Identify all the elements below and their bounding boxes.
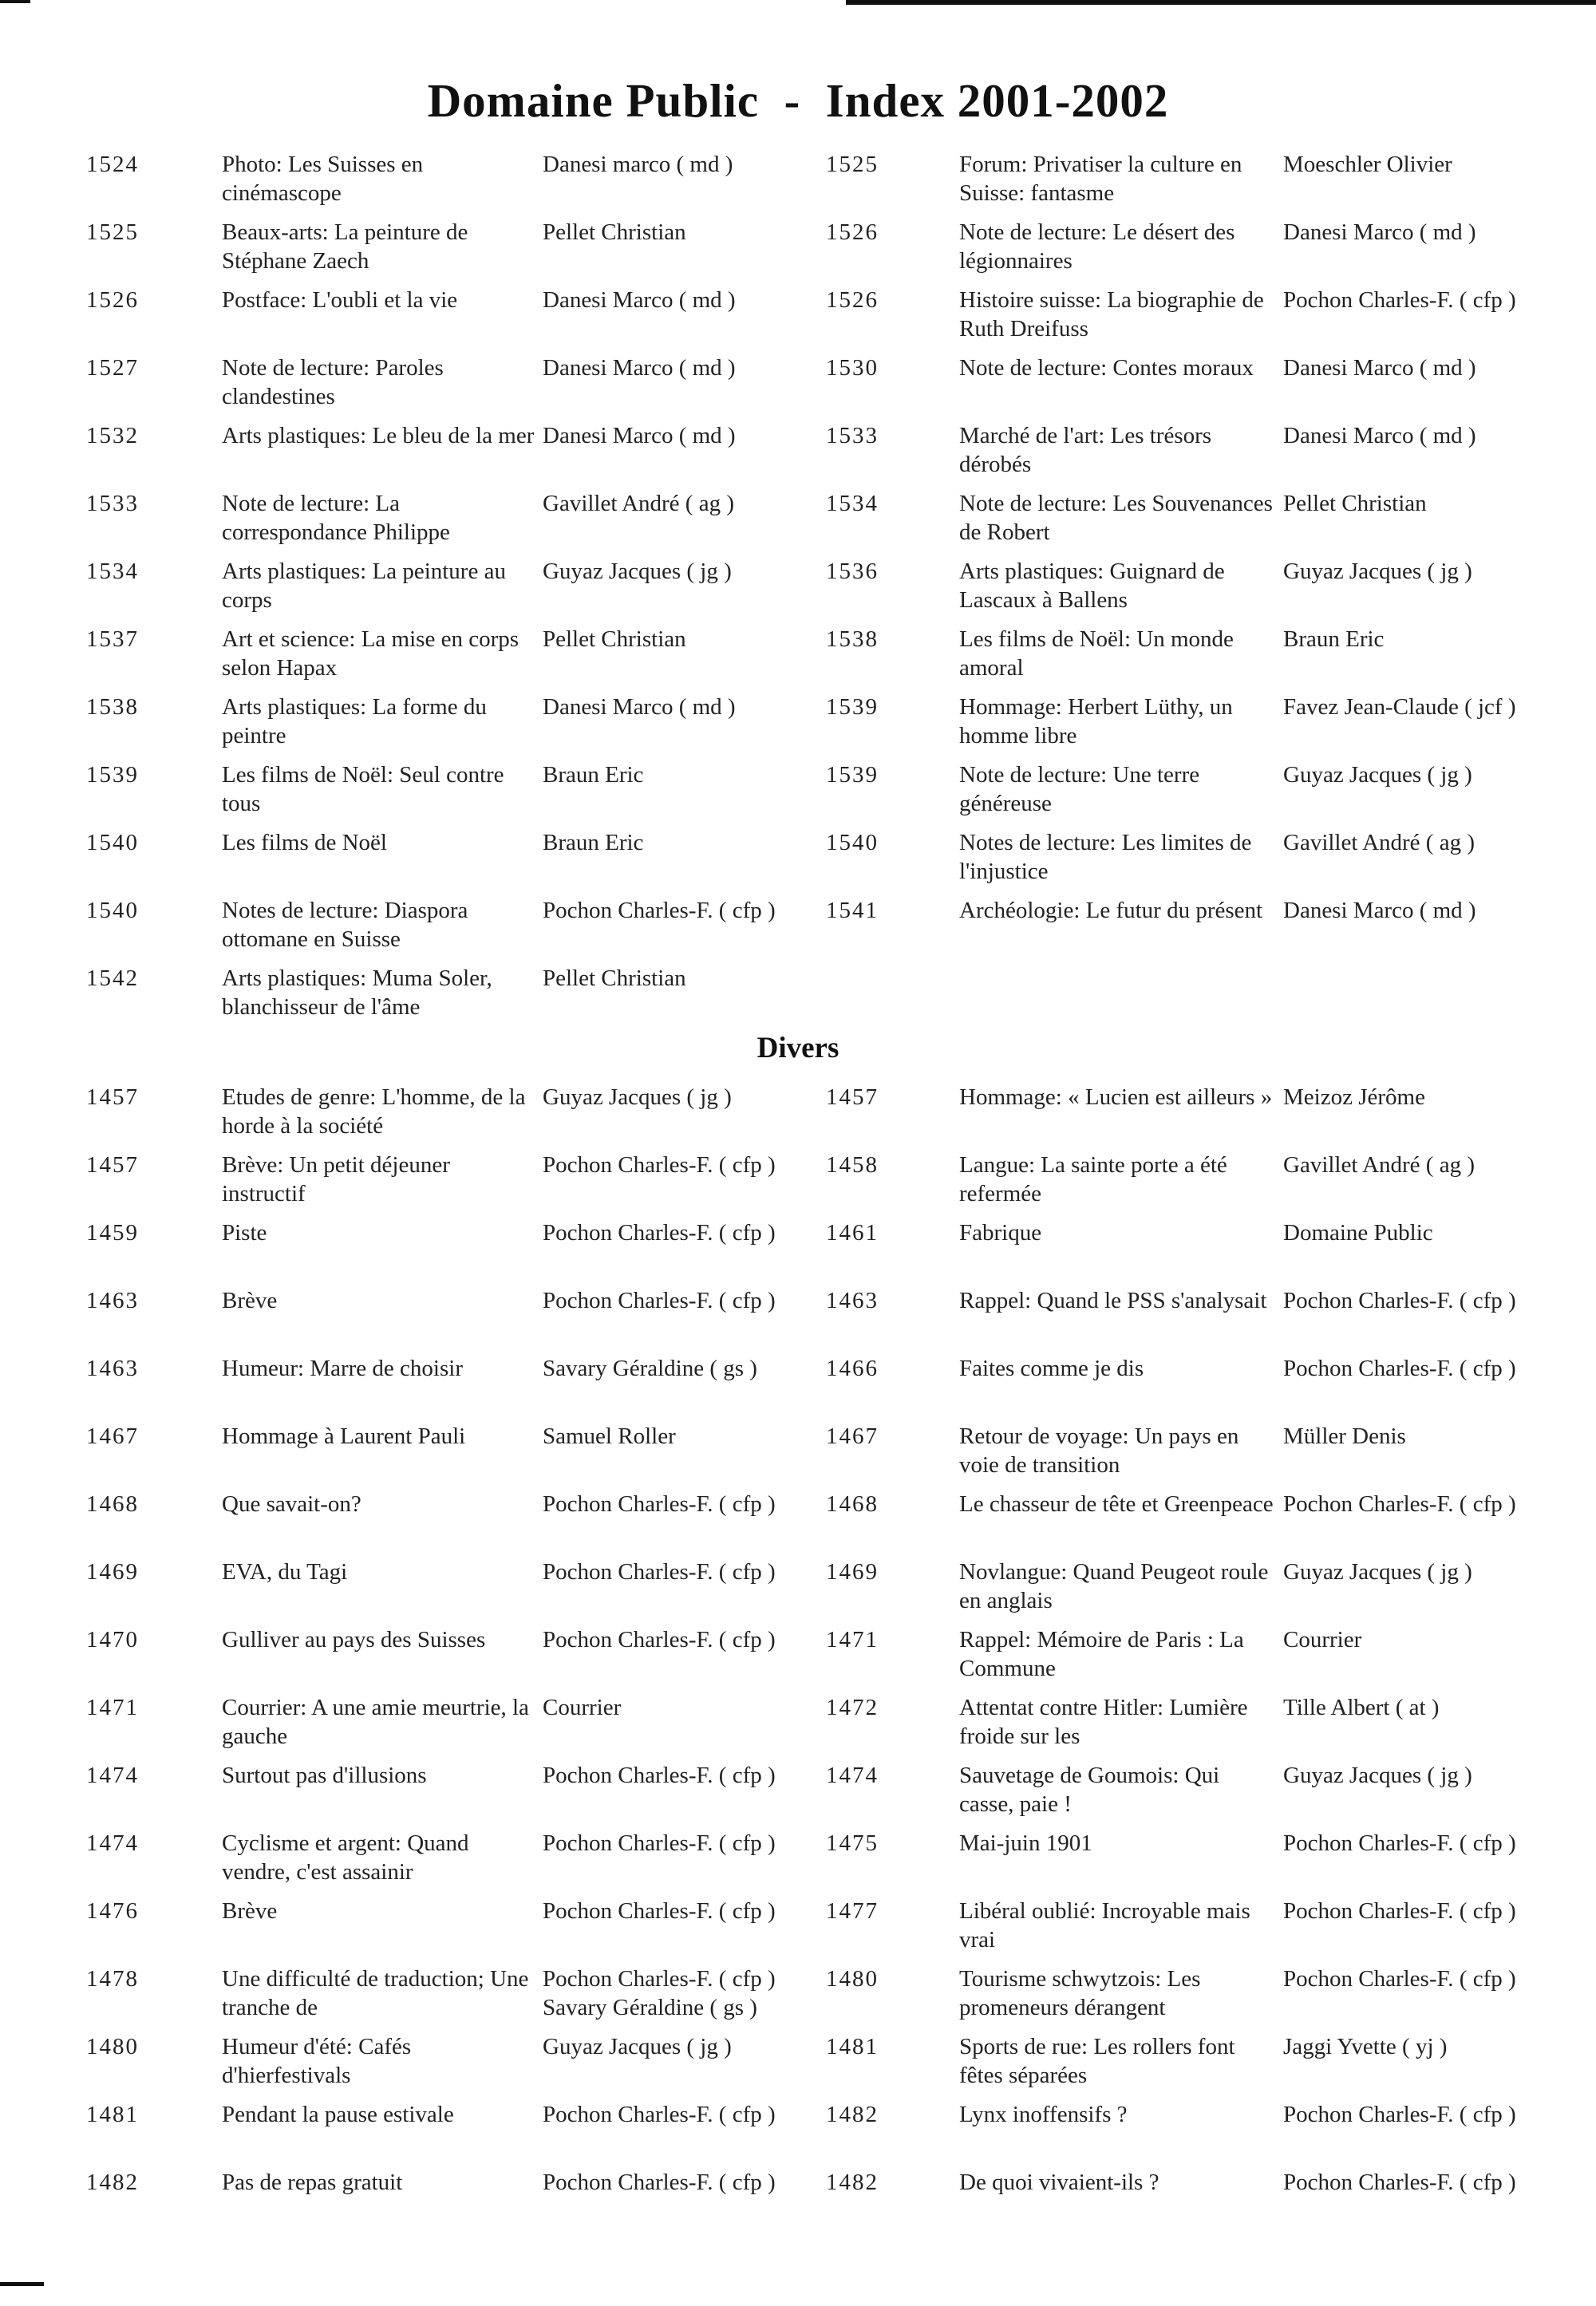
issue-number: 1474 <box>86 1830 139 1856</box>
index-row <box>0 1558 1596 1621</box>
issue-number: 1457 <box>86 1084 139 1110</box>
issue-number: 1525 <box>86 219 139 245</box>
article-author: Pochon Charles-F. ( cfp ) <box>1283 1898 1516 1924</box>
article-title: Tourisme schwytzois: Les promeneurs dérangent <box>959 1966 1201 2020</box>
article-author: Guyaz Jacques ( jg ) <box>1283 762 1472 788</box>
article-author: Danesi Marco ( md ) <box>543 694 736 720</box>
issue-number: 1534 <box>86 559 139 584</box>
article-title: Pas de repas gratuit <box>222 2170 403 2195</box>
article-title: Mai-juin 1901 <box>959 1830 1092 1856</box>
article-author: Meizoz Jérôme <box>1283 1084 1425 1110</box>
article-title: Novlangue: Quand Peugeot roule en anglais <box>959 1559 1269 1613</box>
issue-number: 1541 <box>826 898 879 923</box>
article-title: Courrier: A une amie meurtrie, la gauche <box>222 1695 529 1749</box>
article-author: Moeschler Olivier <box>1283 152 1452 177</box>
article-author: Pochon Charles-F. ( cfp ) <box>543 1763 776 1788</box>
issue-number: 1463 <box>86 1356 139 1381</box>
article-title: Lynx inoffensifs ? <box>959 2102 1128 2127</box>
page-title: Domaine Public - Index 2001-2002 <box>427 74 1169 127</box>
issue-number: 1480 <box>826 1966 879 1992</box>
article-title: Arts plastiques: La forme du peintre <box>222 694 487 748</box>
index-row <box>0 1354 1596 1418</box>
article-title: Brève <box>222 1898 278 1924</box>
issue-number: 1540 <box>86 830 139 855</box>
article-author: Pochon Charles-F. ( cfp ) <box>543 1559 776 1585</box>
article-author: Pochon Charles-F. ( cfp ) <box>1283 287 1516 313</box>
index-row <box>0 828 1596 892</box>
issue-number: 1539 <box>86 762 139 788</box>
issue-number: 1533 <box>86 491 139 516</box>
section-heading-divers: Divers <box>757 1032 839 1064</box>
article-author: Pochon Charles-F. ( cfp ) <box>543 1491 776 1517</box>
article-title: Note de lecture: Contes moraux <box>959 355 1254 381</box>
article-title: Note de lecture: La correspondance Philippe <box>222 491 450 545</box>
article-author: Pellet Christian <box>543 626 686 652</box>
issue-number: 1526 <box>826 219 879 245</box>
article-author: Gavillet André ( ag ) <box>543 491 734 516</box>
article-author: Guyaz Jacques ( jg ) <box>1283 1763 1472 1788</box>
article-author: Danesi Marco ( md ) <box>1283 219 1476 245</box>
article-title: Note de lecture: Les Souvenances de Robert <box>959 491 1273 545</box>
article-title: Hommage: Herbert Lüthy, un homme libre <box>959 694 1233 748</box>
issue-number: 1480 <box>86 2034 139 2059</box>
issue-number: 1537 <box>86 626 139 652</box>
article-author: Savary Géraldine ( gs ) <box>543 1995 757 2020</box>
article-title: Rappel: Quand le PSS s'analysait <box>959 1288 1267 1313</box>
article-title: Notes de lecture: Les limites de l'injustice <box>959 830 1252 884</box>
index-row <box>0 964 1596 1028</box>
article-title: Photo: Les Suisses en cinémascope <box>222 152 424 206</box>
index-row <box>0 1625 1596 1689</box>
issue-number: 1457 <box>826 1084 879 1110</box>
index-row <box>0 1218 1596 1282</box>
issue-number: 1526 <box>86 287 139 313</box>
article-title: Sports de rue: Les rollers font fêtes séparées <box>959 2034 1235 2088</box>
index-row <box>0 1490 1596 1554</box>
index-row <box>0 896 1596 960</box>
issue-number: 1475 <box>826 1830 879 1856</box>
index-row <box>0 1693 1596 1757</box>
issue-number: 1525 <box>826 152 879 177</box>
article-title: Archéologie: Le futur du présent <box>959 898 1263 923</box>
article-title: Humeur d'été: Cafés d'hierfestivals <box>222 2034 412 2088</box>
index-row <box>0 2032 1596 2096</box>
article-author: Pochon Charles-F. ( cfp ) <box>543 1627 776 1653</box>
issue-number: 1524 <box>86 152 139 177</box>
article-author: Pochon Charles-F. ( cfp ) <box>543 1288 776 1313</box>
issue-number: 1471 <box>86 1695 139 1720</box>
article-title: Histoire suisse: La biographie de Ruth Dreifuss <box>959 287 1264 342</box>
issue-number: 1533 <box>826 423 879 448</box>
article-title: Note de lecture: Une terre généreuse <box>959 762 1200 816</box>
article-title: Arts plastiques: Guignard de Lascaux à Ballens <box>959 559 1225 613</box>
article-author: Danesi Marco ( md ) <box>543 423 736 448</box>
issue-number: 1463 <box>86 1288 139 1313</box>
issue-number: 1482 <box>826 2102 879 2127</box>
article-title: Retour de voyage: Un pays en voie de transition <box>959 1423 1239 1478</box>
article-title: Langue: La sainte porte a été refermée <box>959 1152 1227 1206</box>
article-title: Forum: Privatiser la culture en Suisse: fantasme <box>959 152 1242 206</box>
article-author: Savary Géraldine ( gs ) <box>543 1356 757 1381</box>
issue-number: 1474 <box>826 1763 879 1788</box>
issue-number: 1482 <box>86 2170 139 2195</box>
article-author: Braun Eric <box>543 762 644 788</box>
index-row <box>0 2100 1596 2164</box>
issue-number: 1538 <box>826 626 879 652</box>
article-author: Pellet Christian <box>543 219 686 245</box>
index-row <box>0 218 1596 282</box>
issue-number: 1527 <box>86 355 139 381</box>
article-author: Jaggi Yvette ( yj ) <box>1283 2034 1448 2059</box>
index-row <box>0 1964 1596 2028</box>
article-title: Surtout pas d'illusions <box>222 1763 427 1788</box>
article-author: Pochon Charles-F. ( cfp ) <box>543 1898 776 1924</box>
article-title: Arts plastiques: Muma Soler, blanchisseur de l'âme <box>222 965 492 1020</box>
issue-number: 1539 <box>826 762 879 788</box>
index-row <box>0 1286 1596 1350</box>
index-row <box>0 1829 1596 1893</box>
index-row <box>0 2168 1596 2232</box>
article-title: Cyclisme et argent: Quand vendre, c'est assainir <box>222 1830 469 1885</box>
article-author: Gavillet André ( ag ) <box>1283 1152 1475 1178</box>
index-row <box>0 1422 1596 1486</box>
article-author: Danesi marco ( md ) <box>543 152 733 177</box>
issue-number: 1477 <box>826 1898 879 1924</box>
article-title: Que savait-on? <box>222 1491 361 1517</box>
index-row <box>0 421 1596 485</box>
article-author: Pochon Charles-F. ( cfp ) <box>543 1152 776 1178</box>
article-author: Guyaz Jacques ( jg ) <box>1283 559 1472 584</box>
article-author: Samuel Roller <box>543 1423 676 1449</box>
index-row <box>0 557 1596 621</box>
issue-number: 1474 <box>86 1763 139 1788</box>
issue-number: 1459 <box>86 1220 139 1246</box>
article-title: Arts plastiques: Le bleu de la mer <box>222 423 535 448</box>
issue-number: 1478 <box>86 1966 139 1992</box>
issue-number: 1463 <box>826 1288 879 1313</box>
issue-number: 1534 <box>826 491 879 516</box>
article-title: Brève: Un petit déjeuner instructif <box>222 1152 450 1206</box>
article-author: Guyaz Jacques ( jg ) <box>543 2034 732 2059</box>
article-author: Pochon Charles-F. ( cfp ) <box>1283 2102 1516 2127</box>
article-author: Pochon Charles-F. ( cfp ) <box>1283 2170 1516 2195</box>
article-title: Les films de Noël <box>222 830 387 855</box>
issue-number: 1542 <box>86 965 139 991</box>
article-author: Courrier <box>543 1695 622 1720</box>
issue-number: 1482 <box>826 2170 879 2195</box>
article-title: De quoi vivaient-ils ? <box>959 2170 1159 2195</box>
article-author: Guyaz Jacques ( jg ) <box>1283 1559 1472 1585</box>
index-row <box>0 150 1596 214</box>
issue-number: 1467 <box>826 1423 879 1449</box>
article-title: Notes de lecture: Diaspora ottomane en Suisse <box>222 898 468 952</box>
article-title: Marché de l'art: Les trésors dérobés <box>959 423 1212 477</box>
index-row <box>0 1083 1596 1147</box>
index-row <box>0 1897 1596 1960</box>
article-title: Rappel: Mémoire de Paris : La Commune <box>959 1627 1244 1681</box>
article-title: Beaux-arts: La peinture de Stéphane Zaech <box>222 219 468 274</box>
issue-number: 1471 <box>826 1627 879 1653</box>
article-title: Hommage à Laurent Pauli <box>222 1423 466 1449</box>
article-author: Tille Albert ( at ) <box>1283 1695 1440 1720</box>
issue-number: 1469 <box>826 1559 879 1585</box>
issue-number: 1458 <box>826 1152 879 1178</box>
article-author: Pochon Charles-F. ( cfp ) <box>1283 1830 1516 1856</box>
article-author: Pochon Charles-F. ( cfp ) <box>1283 1356 1516 1381</box>
article-author: Pellet Christian <box>1283 491 1427 516</box>
article-author: Pochon Charles-F. ( cfp ) <box>543 898 776 923</box>
article-title: Pendant la pause estivale <box>222 2102 454 2127</box>
index-row <box>0 1151 1596 1214</box>
index-row <box>0 693 1596 756</box>
article-title: Postface: L'oubli et la vie <box>222 287 458 313</box>
index-row <box>0 625 1596 689</box>
article-author: Danesi Marco ( md ) <box>1283 898 1476 923</box>
article-author: Müller Denis <box>1283 1423 1406 1449</box>
article-author: Pochon Charles-F. ( cfp ) <box>1283 1491 1516 1517</box>
article-author: Braun Eric <box>543 830 644 855</box>
article-author: Danesi Marco ( md ) <box>543 355 736 381</box>
article-title: Les films de Noël: Un monde amoral <box>959 626 1234 681</box>
article-title: Brève <box>222 1288 278 1313</box>
article-title: Le chasseur de tête et Greenpeace <box>959 1491 1274 1517</box>
article-title: Humeur: Marre de choisir <box>222 1356 463 1381</box>
article-author: Pochon Charles-F. ( cfp ) <box>1283 1288 1516 1313</box>
article-title: Etudes de genre: L'homme, de la horde à la société <box>222 1084 526 1139</box>
issue-number: 1526 <box>826 287 879 313</box>
article-author-group <box>543 1964 818 2022</box>
article-title: Art et science: La mise en corps selon Hapax <box>222 626 519 681</box>
article-title: Attentat contre Hitler: Lumière froide sur les <box>959 1695 1248 1749</box>
article-title: Hommage: « Lucien est ailleurs » <box>959 1084 1273 1110</box>
article-author: Guyaz Jacques ( jg ) <box>543 559 732 584</box>
article-title: Gulliver au pays des Suisses <box>222 1627 486 1653</box>
issue-number: 1472 <box>826 1695 879 1720</box>
issue-number: 1481 <box>86 2102 139 2127</box>
issue-number: 1532 <box>86 423 139 448</box>
article-author: Favez Jean-Claude ( jcf ) <box>1283 694 1516 720</box>
article-title: Les films de Noël: Seul contre tous <box>222 762 504 816</box>
index-row <box>0 353 1596 417</box>
article-author: Gavillet André ( ag ) <box>1283 830 1475 855</box>
article-author: Pochon Charles-F. ( cfp ) <box>543 1830 776 1856</box>
issue-number: 1540 <box>826 830 879 855</box>
index-row <box>0 760 1596 824</box>
article-author: Pochon Charles-F. ( cfp ) <box>543 1220 776 1246</box>
article-title: Libéral oublié: Incroyable mais vrai <box>959 1898 1250 1953</box>
issue-number: 1470 <box>86 1627 139 1653</box>
issue-number: 1540 <box>86 898 139 923</box>
article-author: Pochon Charles-F. ( cfp ) <box>543 2102 776 2127</box>
issue-number: 1530 <box>826 355 879 381</box>
index-row <box>0 1761 1596 1825</box>
article-title: Arts plastiques: La peinture au corps <box>222 559 506 613</box>
issue-number: 1476 <box>86 1898 139 1924</box>
article-author: Danesi Marco ( md ) <box>1283 355 1476 381</box>
issue-number: 1481 <box>826 2034 879 2059</box>
index-row <box>0 286 1596 349</box>
issue-number: 1468 <box>86 1491 139 1517</box>
article-author: Pochon Charles-F. ( cfp ) <box>543 2170 776 2195</box>
article-title: Faites comme je dis <box>959 1356 1144 1381</box>
article-author: Danesi Marco ( md ) <box>543 287 736 313</box>
article-author: Domaine Public <box>1283 1220 1433 1246</box>
index-row <box>0 489 1596 553</box>
issue-number: 1538 <box>86 694 139 720</box>
article-title: Note de lecture: Le désert des légionnaires <box>959 219 1235 274</box>
article-title: Fabrique <box>959 1220 1042 1246</box>
article-author: Pochon Charles-F. ( cfp ) <box>543 1966 776 1992</box>
article-title: Sauvetage de Goumois: Qui casse, paie ! <box>959 1763 1220 1817</box>
issue-number: 1469 <box>86 1559 139 1585</box>
article-author: Danesi Marco ( md ) <box>1283 423 1476 448</box>
article-author: Braun Eric <box>1283 626 1385 652</box>
issue-number: 1467 <box>86 1423 139 1449</box>
article-author: Pochon Charles-F. ( cfp ) <box>1283 1966 1516 1992</box>
issue-number: 1466 <box>826 1356 879 1381</box>
issue-number: 1457 <box>86 1152 139 1178</box>
issue-number: 1536 <box>826 559 879 584</box>
issue-number: 1461 <box>826 1220 879 1246</box>
article-title: Une difficulté de traduction; Une tranche de <box>222 1966 529 2020</box>
article-author: Guyaz Jacques ( jg ) <box>543 1084 732 1110</box>
article-title: Note de lecture: Paroles clandestines <box>222 355 444 409</box>
issue-number: 1468 <box>826 1491 879 1517</box>
article-title: EVA, du Tagi <box>222 1559 348 1585</box>
article-author: Pellet Christian <box>543 965 686 991</box>
article-author: Courrier <box>1283 1627 1362 1653</box>
issue-number: 1539 <box>826 694 879 720</box>
article-title: Piste <box>222 1220 267 1246</box>
